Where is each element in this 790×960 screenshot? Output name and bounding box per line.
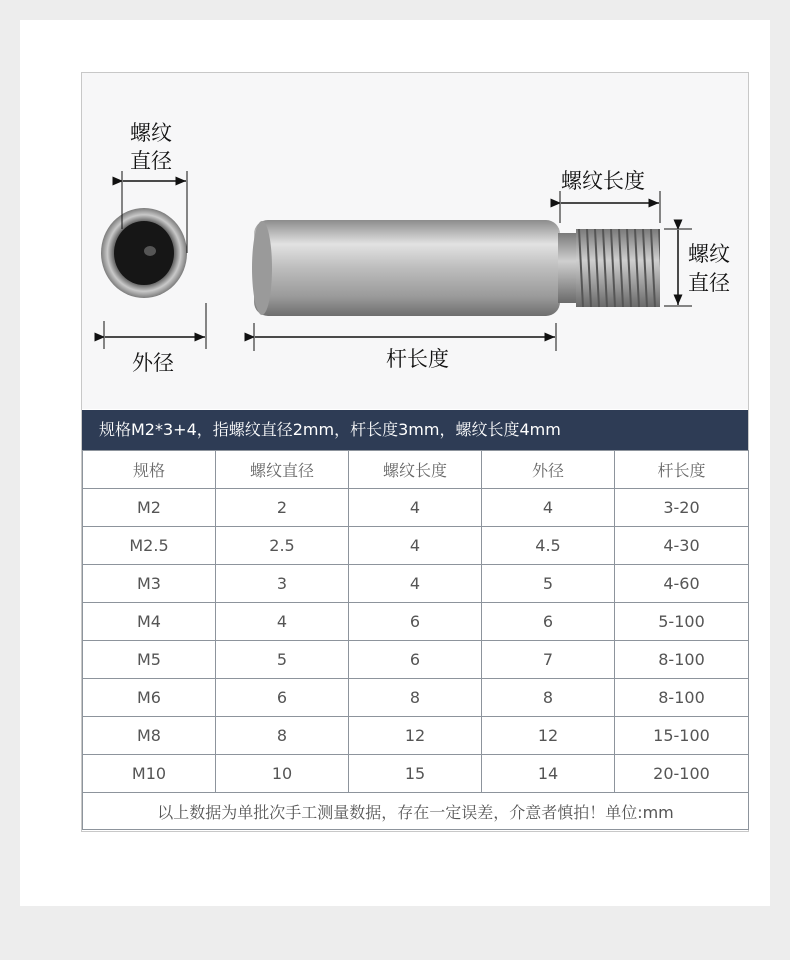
table-row: [83, 565, 749, 603]
header-outer-diameter: 外径: [482, 451, 615, 489]
cell-spec: M3: [83, 565, 216, 603]
header-thread-length: 螺纹长度: [349, 451, 482, 489]
product-spec-card: [81, 72, 749, 832]
table-row: [83, 641, 749, 679]
cell-rod-length: 3-20: [615, 489, 749, 527]
cell-spec: M6: [83, 679, 216, 717]
table-header-row: [83, 451, 749, 489]
outer-diameter-label: 外径: [132, 351, 174, 375]
cell-spec: M4: [83, 603, 216, 641]
rod-length-label: 杆长度: [386, 347, 449, 371]
cell-thread-length: 6: [349, 641, 482, 679]
cell-spec: M10: [83, 755, 216, 793]
cell-thread-length: 4: [349, 489, 482, 527]
header-rod-length: 杆长度: [615, 451, 749, 489]
cell-spec: M5: [83, 641, 216, 679]
page-background: [20, 20, 770, 906]
thread-diameter-label-line2: 直径: [130, 149, 172, 173]
cell-thread-length: 4: [349, 527, 482, 565]
cell-outer-diameter: 5: [482, 565, 615, 603]
cell-thread-diameter: 10: [216, 755, 349, 793]
cell-thread-diameter: 2.5: [216, 527, 349, 565]
cell-thread-length: 4: [349, 565, 482, 603]
cell-rod-length: 4-30: [615, 527, 749, 565]
cell-spec: M8: [83, 717, 216, 755]
header-spec: 规格: [83, 451, 216, 489]
cell-outer-diameter: 4.5: [482, 527, 615, 565]
cell-thread-diameter: 2: [216, 489, 349, 527]
cell-spec: M2: [83, 489, 216, 527]
cell-thread-diameter: 3: [216, 565, 349, 603]
cell-thread-length: 12: [349, 717, 482, 755]
cell-outer-diameter: 7: [482, 641, 615, 679]
spec-explanation-banner: 规格M2*3+4，指螺纹直径2mm，杆长度3mm，螺纹长度4mm: [82, 410, 748, 450]
table-row: [83, 527, 749, 565]
table-row: [83, 603, 749, 641]
cell-rod-length: 20-100: [615, 755, 749, 793]
table-row: [83, 679, 749, 717]
header-thread-diameter: 螺纹直径: [216, 451, 349, 489]
cell-thread-length: 8: [349, 679, 482, 717]
table-footnote-row: [83, 793, 749, 830]
cell-thread-length: 6: [349, 603, 482, 641]
cell-thread-diameter: 4: [216, 603, 349, 641]
cell-outer-diameter: 14: [482, 755, 615, 793]
cell-rod-length: 8-100: [615, 641, 749, 679]
thread-length-label: 螺纹长度: [561, 169, 645, 193]
cell-rod-length: 15-100: [615, 717, 749, 755]
side-view: [252, 191, 692, 351]
cell-rod-length: 5-100: [615, 603, 749, 641]
cell-outer-diameter: 6: [482, 603, 615, 641]
table-row: [83, 489, 749, 527]
cell-outer-diameter: 12: [482, 717, 615, 755]
cell-thread-diameter: 6: [216, 679, 349, 717]
thread-diameter-right-label-line2: 直径: [688, 271, 730, 295]
cell-thread-diameter: 8: [216, 717, 349, 755]
product-diagram: [82, 73, 748, 409]
cell-thread-length: 15: [349, 755, 482, 793]
thread-diameter-right-label-line1: 螺纹: [688, 242, 730, 266]
cell-rod-length: 4-60: [615, 565, 749, 603]
cell-spec: M2.5: [83, 527, 216, 565]
cell-outer-diameter: 4: [482, 489, 615, 527]
spec-table: [82, 450, 749, 830]
table-footnote: 以上数据为单批次手工测量数据，存在一定误差，介意者慎拍！单位:mm: [83, 793, 749, 830]
cell-rod-length: 8-100: [615, 679, 749, 717]
table-row: [83, 755, 749, 793]
end-view: [101, 171, 206, 349]
table-row: [83, 717, 749, 755]
cell-thread-diameter: 5: [216, 641, 349, 679]
cell-outer-diameter: 8: [482, 679, 615, 717]
thread-diameter-label-line1: 螺纹: [130, 121, 172, 145]
